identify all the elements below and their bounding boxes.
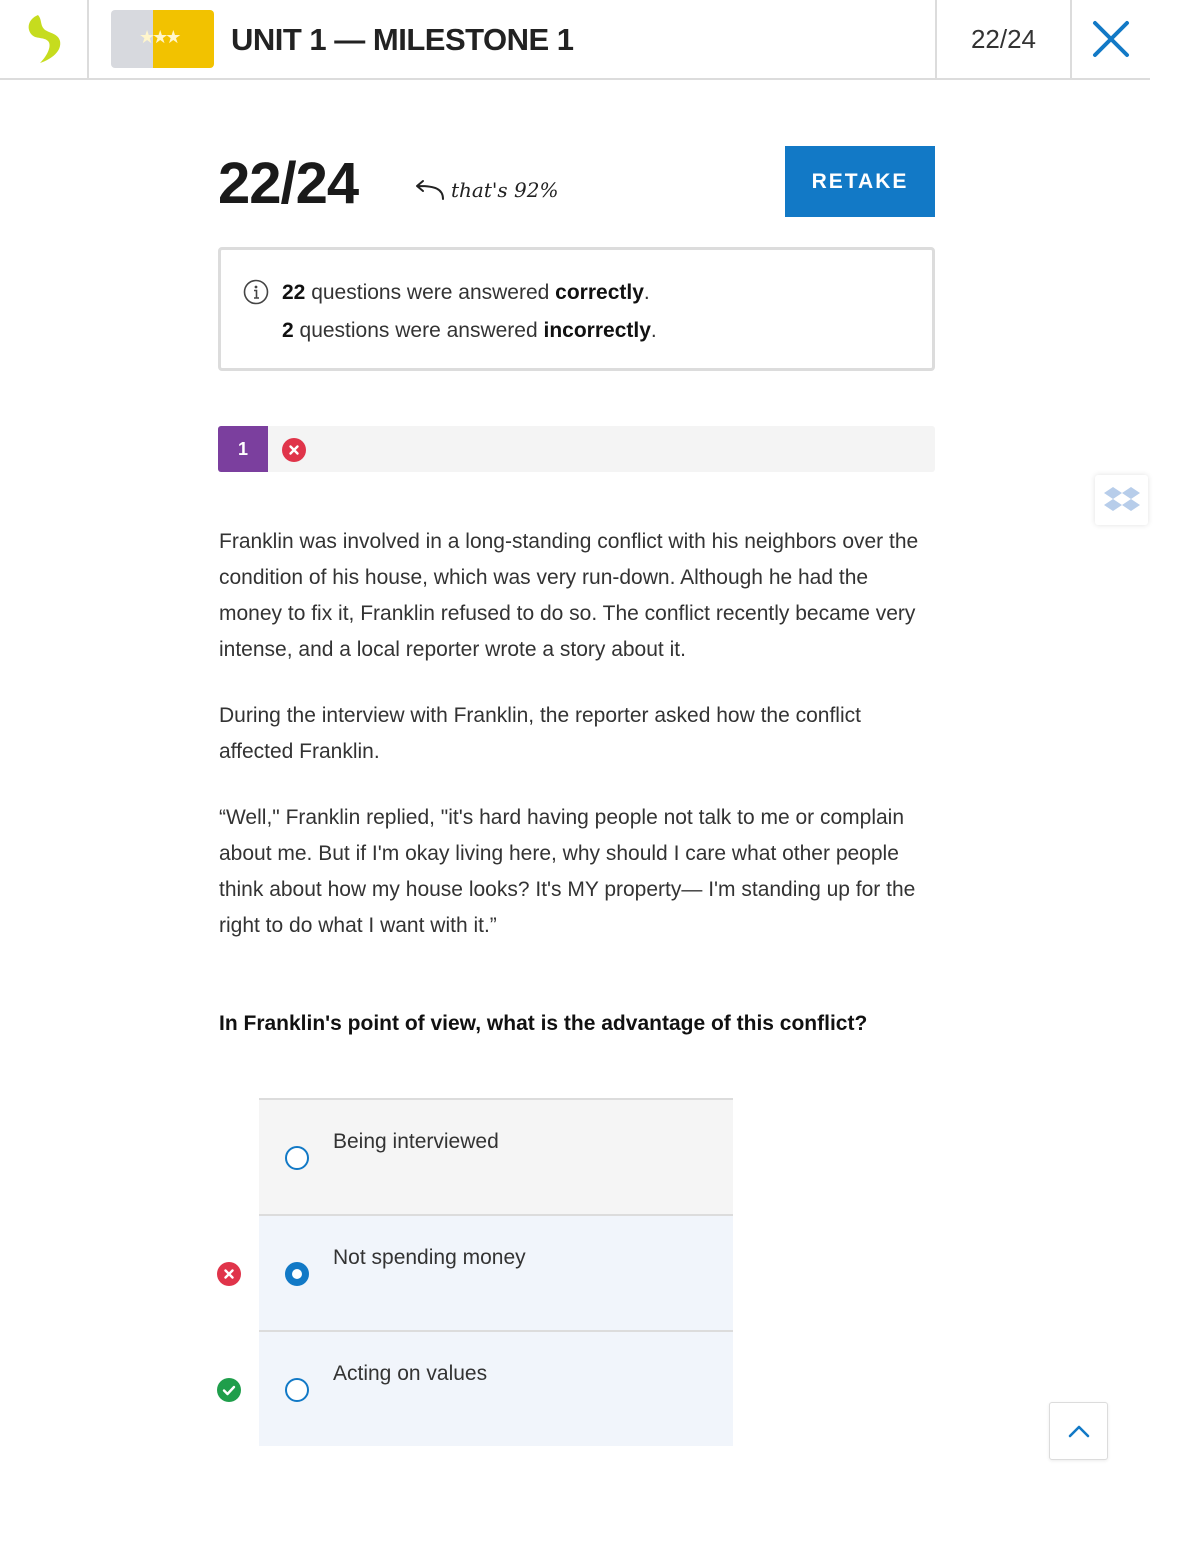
chevron-up-icon [1068,1424,1090,1438]
answer-option[interactable] [259,1098,733,1214]
dropbox-icon [1104,485,1140,515]
close-icon [1092,20,1130,58]
logo-cell[interactable] [0,0,89,78]
answer-list [259,1098,733,1446]
question-passage [219,524,935,974]
correct-count: 22 [282,281,306,304]
curved-arrow-icon [413,179,445,201]
side-widget-button[interactable] [1095,475,1148,525]
summary-correct-line: 22 questions were answered correctly. [282,281,650,304]
answer-option[interactable] [259,1330,733,1446]
page-title: UNIT 1 — MILESTONE 1 [231,22,574,57]
question-header [218,426,935,472]
percent-note-text: that's 92% [451,178,559,202]
incorrect-word: incorrectly [543,319,651,342]
radio-button[interactable] [285,1146,309,1170]
result-score: 22/24 [218,151,359,216]
summary-incorrect-line: 2 questions were answered incorrectly. [282,319,657,342]
passage-paragraph: During the interview with Franklin, the reporter asked how the conflict affected Franklin. [219,704,861,763]
info-icon [243,279,269,305]
close-button[interactable] [1072,0,1150,78]
answer-label: Not spending money [333,1246,526,1269]
correct-icon [217,1378,241,1402]
passage-paragraph: “Well," Franklin replied, "it's hard having people not talk to me or complain about me. But if I'm okay living here, why should I care what other people think about how my house looks? It's MY property— I'm standing up for the right to do what I want with it.” [219,806,916,937]
answer-label: Being interviewed [333,1130,499,1153]
retake-button[interactable]: RETAKE [785,146,935,217]
question-number-badge: 1 [218,426,268,472]
results-summary [218,247,935,371]
course-thumbnail: ★★★ [111,10,214,68]
percent-note [413,178,558,202]
top-bar [0,0,1150,80]
correct-word: correctly [555,281,644,304]
radio-button[interactable] [285,1378,309,1402]
answer-label: Acting on values [333,1362,488,1385]
radio-button-selected[interactable] [285,1262,309,1286]
header-score: 22/24 [935,0,1072,78]
incorrect-icon [282,438,306,462]
incorrect-icon [217,1262,241,1286]
question-prompt: In Franklin's point of view, what is the advantage of this conflict? [219,1012,868,1035]
answer-option[interactable] [259,1214,733,1330]
brand-logo-icon [24,13,64,65]
scroll-to-top-button[interactable] [1049,1402,1108,1460]
passage-paragraph: Franklin was involved in a long-standing conflict with his neighbors over the condition of his house, which was very run-down. Although he had the money to fix it, Franklin refused to do so. The conflict recently became very intense, and a local reporter wrote a story about it. [219,530,919,661]
incorrect-count: 2 [282,319,294,342]
